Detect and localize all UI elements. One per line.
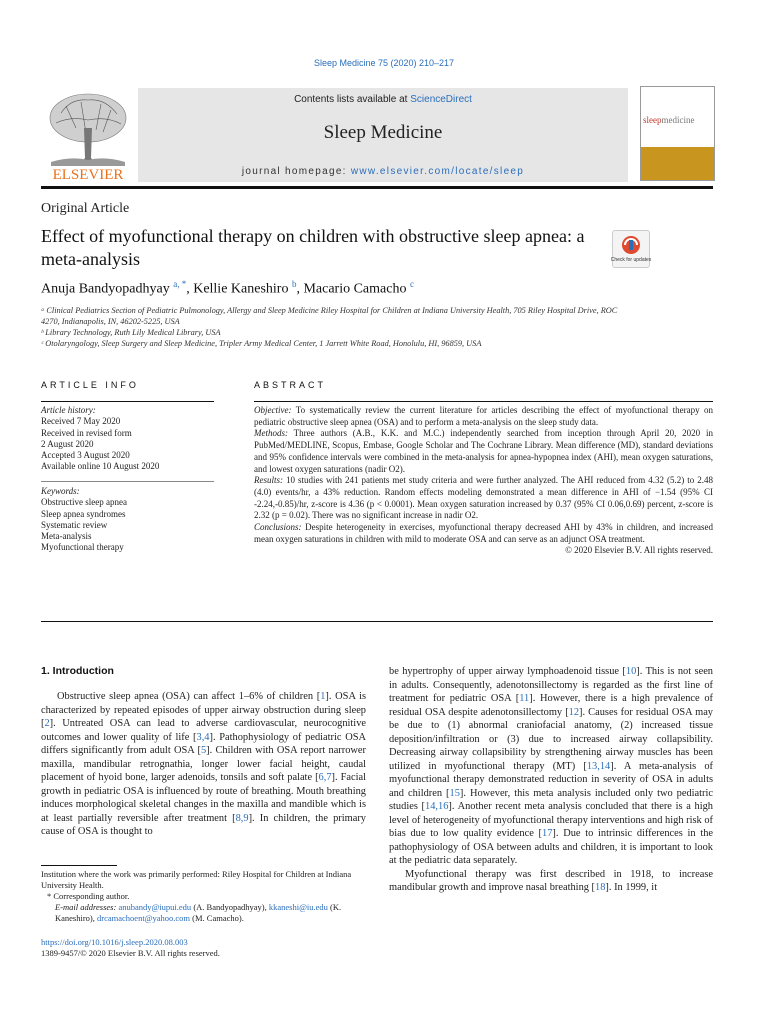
journal-homepage: [138, 166, 628, 177]
conclusions-label: Conclusions:: [254, 522, 302, 533]
article-history: [41, 405, 216, 473]
header-rule: [41, 186, 713, 189]
reference-link[interactable]: 3,4: [196, 731, 210, 743]
keyword-item: Myofunctional therapy: [41, 542, 124, 553]
publisher-name: ELSEVIER: [52, 167, 124, 183]
reference-link[interactable]: 12: [568, 706, 580, 718]
contents-prefix: Contents lists available at: [294, 94, 411, 105]
sciencedirect-link[interactable]: ScienceDirect: [410, 94, 472, 105]
journal-cover[interactable]: [640, 86, 715, 181]
body-text: ]. However, this meta analysis included only two pediatric studies [: [389, 787, 714, 812]
elsevier-logo: [41, 88, 135, 182]
body-text: Obstructive sleep apnea (OSA) can affect 1–6% of children [: [57, 691, 321, 702]
journal-citation[interactable]: Sleep Medicine 75 (2020) 210–217: [313, 58, 455, 68]
methods-text: Three authors (A.B., K.K. and M.C.) independently searched from inception through April 20, 2020 in PubMed/MEDLINE, Scopus, Embase, Google Scholar and The Cochrane Library. Mean difference (MD), standard deviations and 95% confidence intervals were combined in the meta-analysis for apnea-hypopnea index (AHI), mean oxygen saturations, and lowest oxygen saturations (nadir O2).: [254, 428, 713, 474]
objective-text: To systematically review the current literature for articles describing the effect of myofunctional therapy on pediatric obstructive sleep apnea (OSA) and to perform a meta-analysis on the sleep study data.: [254, 405, 713, 427]
keywords-label: Keywords:: [41, 486, 80, 496]
article-title: Effect of myofunctional therapy on children with obstructive sleep apnea: a meta-analysis: [41, 226, 585, 269]
abstract-body: [254, 405, 713, 557]
article-info-heading: ARTICLE INFO: [41, 380, 139, 390]
abstract-end-rule: [41, 621, 713, 622]
homepage-prefix: journal homepage:: [241, 166, 351, 177]
email-owner: (M. Camacho).: [190, 913, 244, 923]
reference-link[interactable]: 5: [200, 745, 207, 756]
abstract-objective: [254, 405, 713, 428]
issn-line: 1389-9457/© 2020 Elsevier B.V. All rights reserved.: [41, 948, 220, 958]
doi-link[interactable]: https://doi.org/10.1016/j.sleep.2020.08.003: [41, 937, 188, 947]
history-item: 2 August 2020: [41, 438, 94, 449]
cover-title: [643, 115, 695, 125]
conclusions-text: Despite heterogeneity in exercises, myofunctional therapy decreased AHI by 43% in children, and increased mean oxygen saturations in children with mild to moderate OSA and can serve as an adjunct OSA treatment.: [254, 522, 713, 544]
abstract-copyright: © 2020 Elsevier B.V. All rights reserved.: [565, 545, 713, 556]
body-text: ]. However, there is a high prevalence of residual OSA despite adenotonsillectomy [: [389, 693, 713, 718]
body-text: ]. Untreated OSA can lead to adverse cardiovascular, neurocognitive outcomes and lower quality of life [: [41, 718, 366, 743]
body-text: ]. OSA is characterized by repeated episodes of upper airway obstruction during sleep [: [41, 691, 366, 729]
body-text: ]. A meta-analysis of myofunctional therapy demonstrated reduction in severity of OSA in adults and children [: [389, 760, 713, 799]
footnote-emails: [41, 902, 366, 924]
affiliation-b: ᵇ Library Technology, Ruth Lily Medical Library, USA: [41, 328, 221, 337]
abstract-methods: [254, 428, 713, 475]
author-affiliation-marker[interactable]: a, *: [173, 279, 187, 289]
results-text: 10 studies with 241 patients met study criteria and were further analyzed. The AHI reduced from 4.32 (5.2) to 2.48 (4.0) events/hr, a 43% reduction. Random effects modeling demonstrated a mean difference in AHI of −1.54 (95% CI -2.24,-0.85)/hr, z-score is 4.36 (p < 0.0001). Mean oxygen saturation increased by 0.37 (95% CI 0.06,0.69) percent, z-score is 2.32 (p = 0.02). There was no significant increase in nadir O2.: [254, 475, 713, 521]
email-link[interactable]: anubandy@iupui.edu: [118, 902, 192, 912]
reference-link[interactable]: 15: [449, 787, 460, 799]
cover-title-b: medicine: [661, 115, 695, 125]
reference-link[interactable]: 10: [625, 666, 637, 677]
email-owner: (A. Bandyopadhyay),: [191, 902, 269, 912]
methods-label: Methods:: [254, 428, 288, 439]
email-label: E-mail addresses:: [55, 902, 117, 912]
body-text: ]. Another recent meta analysis concluded that there is a high level of heterogeneity of myofunctional therapy interventions and high risk of bias due to low quality evidence [: [389, 801, 714, 839]
affiliation-a: ᵃ Clinical Pediatrics Section of Pediatric Pulmonology, Allergy and Sleep Medicine Riley Hospital for Children at Indiana University Health, 705 Riley Hospital Drive, ROC 4270, Indianapolis, IN, 46202-5225, USA: [41, 306, 618, 326]
body-text: be hypertrophy of upper airway lymphoadenoid tissue [: [389, 666, 626, 677]
check-updates-label: Check for updates: [610, 257, 652, 263]
keyword-item: Systematic review: [41, 519, 108, 530]
email-link[interactable]: kkaneshi@iu.edu: [268, 902, 328, 912]
article-type: Original Article: [41, 201, 130, 216]
abstract-conclusions: [254, 522, 713, 545]
history-item: Accepted 3 August 2020: [41, 450, 130, 461]
reference-link[interactable]: 11: [519, 693, 530, 704]
elsevier-tree-icon: [41, 88, 135, 182]
intro-paragraph: [389, 868, 713, 895]
author-list: Anuja Bandyopadhyay $^{a, *}$, Kellie Kaneshiro $^b$, Macario Camacho $^c$: [41, 279, 414, 297]
body-text: ]. Due to intrinsic differences in the pathophysiology of OSA between adults and children, it is important to look at the pediatric data separately.: [389, 828, 714, 866]
homepage-link[interactable]: www.elsevier.com/locate/sleep: [350, 166, 525, 177]
intro-left-column: [41, 690, 366, 839]
intro-right-column: [389, 665, 713, 895]
check-updates-icon: [610, 231, 652, 267]
body-text: ]. Pathophysiology of pediatric OSA differs significantly from adult OSA [: [41, 731, 366, 756]
reference-link[interactable]: 14,16: [425, 801, 449, 812]
keyword-item: Sleep apnea syndromes: [41, 508, 126, 519]
footnote-corresponding: * Corresponding author.: [47, 891, 130, 901]
contents-line: [138, 94, 628, 105]
abstract-rule: [254, 401, 713, 402]
body-text: ]. Children with OSA report narrower maxilla, mandibular retrognathia, longer lower facial height, caudal placement of hyoid bone, larger adenoids, tonsils and soft palate [: [41, 745, 366, 783]
history-item: Received in revised form: [41, 427, 132, 438]
reference-link[interactable]: 18: [595, 882, 606, 893]
intro-paragraph: [41, 690, 366, 839]
doi-block: [41, 937, 220, 959]
abstract-heading: ABSTRACT: [254, 380, 327, 390]
reference-link[interactable]: 1: [320, 691, 326, 702]
intro-paragraph: [389, 665, 713, 868]
body-text: Myofunctional therapy was first described in 1918, to increase mandibular growth and improve nasal breathing [: [389, 868, 713, 893]
body-text: ]. Facial growth in pediatric OSA is influenced by route of breathing. Mouth breathing induces morphological skeletal changes in the maxilla and mandible which is at least partially reversible after treatment [: [41, 772, 366, 824]
email-owner: (K. Kaneshiro),: [55, 902, 342, 923]
section-heading-introduction: 1. Introduction: [41, 665, 114, 677]
body-text: ]. In 1999, it: [605, 882, 658, 893]
history-label: Article history:: [41, 405, 96, 415]
history-rule: [41, 481, 214, 482]
reference-link[interactable]: 2: [44, 718, 50, 729]
affiliation-c: ᶜ Otolaryngology, Sleep Surgery and Sleep Medicine, Tripler Army Medical Center, 1 Jarrett White Road, Honolulu, HI, 96859, USA: [41, 339, 482, 348]
email-link[interactable]: drcamachoent@yahoo.com: [97, 913, 191, 923]
journal-name: Sleep Medicine: [323, 122, 443, 143]
keyword-item: Meta-analysis: [41, 531, 92, 542]
journal-header: [138, 88, 628, 182]
reference-link[interactable]: 6,7: [318, 772, 332, 783]
footnote-institution: Institution where the work was primarily performed: Riley Hospital for Children at Indiana University Health.: [41, 869, 352, 890]
reference-link[interactable]: 17: [542, 828, 553, 839]
reference-link[interactable]: 8,9: [235, 812, 249, 824]
body-text: ]. This is not seen in adults. Consequently, adenotonsillectomy is regarded as the first line of treatment for pediatric OSA [: [389, 666, 713, 704]
abstract-results: [254, 475, 713, 522]
author-name: Anuja Bandyopadhyay: [41, 281, 170, 297]
keyword-item: Obstructive sleep apnea: [41, 497, 127, 508]
check-for-updates-button[interactable]: [612, 230, 650, 268]
results-label: Results:: [254, 475, 283, 486]
objective-label: Objective:: [254, 405, 292, 415]
author-affiliation-marker[interactable]: c: [409, 279, 414, 289]
cover-band: [641, 147, 714, 180]
reference-link[interactable]: 13,14: [586, 760, 611, 772]
history-item: Available online 10 August 2020: [41, 461, 160, 472]
author-name: Macario Camacho: [303, 281, 407, 297]
author-affiliation-marker[interactable]: b: [291, 279, 297, 289]
body-text: ]. Causes for residual OSA may be due to (1) abnormal craniofacial anatomy, (2) increased tissue deposition/infiltration or (3) due to increased airway collapsibility. Decreasing airway collapsibility by strengthening airway muscles has been utilized in myofunctional therapy (MT) [: [389, 706, 714, 772]
footnote-rule: [41, 865, 117, 866]
history-item: Received 7 May 2020: [41, 416, 121, 427]
keywords: [41, 486, 216, 554]
footnotes: [41, 869, 366, 924]
article-info-rule: [41, 401, 214, 402]
body-text: ]. In children, the primary cause of OSA is thought to: [41, 812, 366, 837]
author-name: Kellie Kaneshiro: [193, 281, 289, 297]
cover-title-a: sleep: [643, 115, 662, 125]
